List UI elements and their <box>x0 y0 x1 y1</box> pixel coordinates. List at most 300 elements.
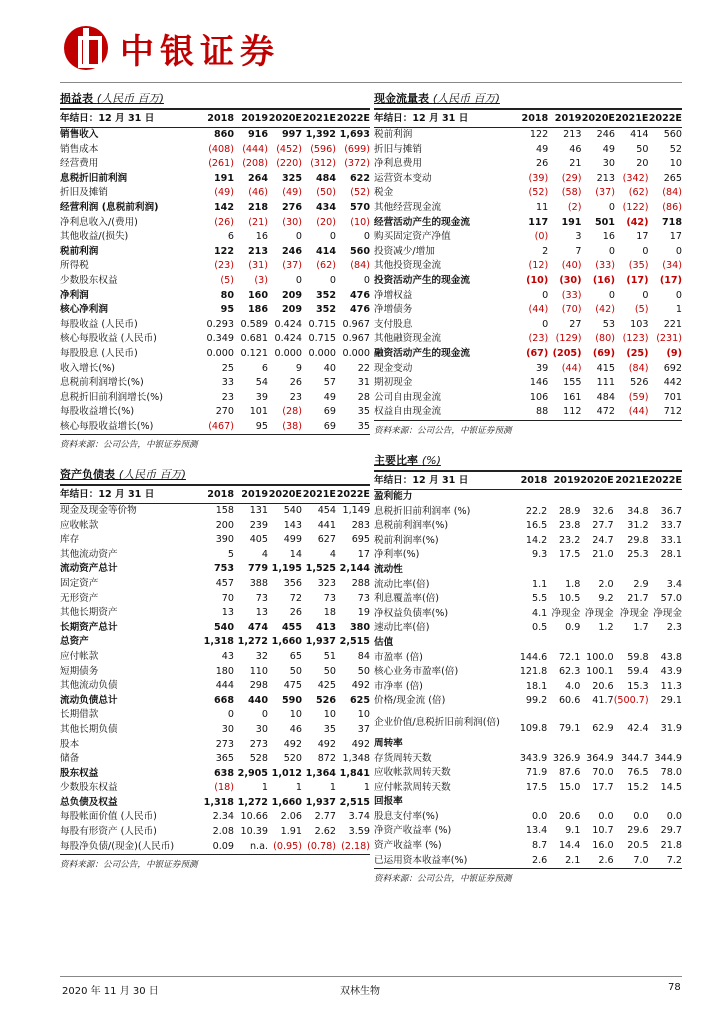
table-bottom-rule <box>374 868 682 869</box>
row-value: 0.349 <box>206 333 234 345</box>
source-note: 资料来源：公司公告，中银证券预测 <box>60 860 198 871</box>
row-label: 税前利润 <box>60 245 99 257</box>
row-value: 111 <box>596 377 615 389</box>
row-value: (52) <box>350 187 370 199</box>
row-label: 流动性 <box>374 563 403 575</box>
row-value <box>547 563 580 578</box>
table-row <box>60 781 370 796</box>
row-label: 流动资产总计 <box>60 563 118 575</box>
header-year: 2018 <box>514 472 547 490</box>
row-value: 20.6 <box>558 810 581 822</box>
row-value: 35 <box>323 723 336 735</box>
row-value: 1.2 <box>598 622 614 634</box>
table-row <box>60 548 370 563</box>
row-label: 速动比率(倍) <box>374 622 430 634</box>
row-value: 3.4 <box>666 578 682 590</box>
row-value: 8.7 <box>532 840 548 852</box>
table-row <box>60 562 370 577</box>
row-value: 122 <box>213 245 234 257</box>
row-value: (42) <box>626 216 649 228</box>
row-value: 10.7 <box>592 825 614 837</box>
row-value: 213 <box>596 172 615 184</box>
table-row <box>374 259 682 274</box>
row-value: 78.0 <box>660 767 682 779</box>
row-value: 净现金 <box>653 607 682 619</box>
row-value: 15.2 <box>627 781 649 793</box>
row-value: (70) <box>561 304 582 316</box>
row-value <box>649 795 682 810</box>
row-value: 50 <box>289 665 302 677</box>
row-value: 32 <box>255 650 268 662</box>
row-value: 1 <box>675 304 682 316</box>
row-value <box>580 563 613 578</box>
table-bottom-rule <box>60 434 370 435</box>
row-value: 46 <box>289 723 302 735</box>
row-value: 570 <box>349 201 370 213</box>
row-value: 59.8 <box>627 651 649 663</box>
row-value <box>514 795 547 810</box>
row-value: 10.39 <box>240 826 268 838</box>
row-value <box>580 490 613 505</box>
header-year: 2022E <box>649 472 682 490</box>
data-table <box>374 472 682 868</box>
row-value: (26) <box>214 216 234 228</box>
row-value: 36.7 <box>660 505 682 517</box>
row-value: 343.9 <box>519 752 548 764</box>
row-label: 每股有形资产 (人民币) <box>60 826 157 838</box>
row-value: 28 <box>357 391 370 403</box>
row-value: (84) <box>350 260 370 272</box>
table-row <box>374 810 682 825</box>
row-value: 10.5 <box>558 593 581 605</box>
row-value: 4 <box>261 548 268 560</box>
table-row <box>60 405 370 420</box>
row-value: 455 <box>281 621 302 633</box>
row-value: 6 <box>261 362 268 374</box>
row-value: 26 <box>289 377 302 389</box>
row-value: 1,272 <box>237 796 268 808</box>
row-value: 695 <box>351 534 370 546</box>
row-value: 65 <box>289 650 302 662</box>
header-label: 年结日：12 月 31 日 <box>374 472 514 490</box>
table-row <box>60 519 370 534</box>
row-value <box>649 636 682 651</box>
row-value: (5) <box>634 304 649 316</box>
table-row <box>374 839 682 854</box>
row-value <box>580 795 613 810</box>
row-label: 市盈率 (倍) <box>374 651 423 663</box>
table-row <box>60 391 370 406</box>
row-value: 638 <box>213 767 234 779</box>
row-value: (46) <box>248 187 268 199</box>
row-value: 71.9 <box>525 767 548 779</box>
table-row <box>60 157 370 172</box>
row-value: 14.2 <box>525 534 548 546</box>
table-row <box>374 548 682 563</box>
table-row <box>374 766 682 781</box>
row-value: 29.7 <box>660 825 682 837</box>
row-value: 2.34 <box>212 811 234 823</box>
table-row <box>60 143 370 158</box>
row-label: 公司自由现金流 <box>374 391 442 403</box>
row-value: 29.8 <box>627 534 649 546</box>
row-value: 158 <box>215 505 234 516</box>
table-row <box>374 362 682 377</box>
row-label: 应付帐款 <box>60 650 99 662</box>
row-value: 27 <box>569 318 582 330</box>
table-unit: (%) <box>421 454 441 467</box>
row-value: (21) <box>248 216 268 228</box>
row-value: 0.5 <box>532 622 548 634</box>
row-value: 0.9 <box>565 622 581 634</box>
row-value: 209 <box>281 289 302 301</box>
header-year: 2019 <box>234 110 268 128</box>
row-value: 0 <box>608 289 615 301</box>
table-row <box>374 563 682 578</box>
row-value: 2.08 <box>212 826 234 838</box>
row-label: 税金 <box>374 187 394 199</box>
row-label: 投资活动产生的现金流 <box>374 274 470 286</box>
row-value: 69 <box>323 406 336 418</box>
row-value: 718 <box>661 216 682 228</box>
row-value: 0.293 <box>206 318 234 330</box>
row-value: 380 <box>349 621 370 633</box>
row-value: 627 <box>317 534 336 546</box>
row-value: 39 <box>255 391 268 403</box>
table-row <box>60 606 370 621</box>
row-value: 414 <box>315 245 336 257</box>
row-value: 100.1 <box>586 666 614 678</box>
row-value: (40) <box>561 260 582 272</box>
row-label: 运营资本变动 <box>374 172 432 184</box>
row-value: 121.8 <box>519 666 548 678</box>
data-table <box>60 110 370 434</box>
header-year: 2018 <box>200 110 234 128</box>
row-label: 应付帐款周转天数 <box>374 781 451 793</box>
row-value: 净现金 <box>551 607 581 619</box>
row-value: (34) <box>662 260 682 272</box>
row-label: 长期借款 <box>60 709 99 721</box>
row-value: 95 <box>255 420 268 432</box>
row-value: 35 <box>357 420 370 432</box>
row-value: 1.7 <box>633 622 649 634</box>
row-value: 246 <box>596 129 615 140</box>
table-row <box>60 708 370 723</box>
row-value: 146 <box>529 377 549 389</box>
row-label: 其他流动资产 <box>60 548 118 560</box>
table-row <box>374 781 682 796</box>
table-row <box>60 738 370 753</box>
row-value: 31.2 <box>627 520 649 532</box>
table-row <box>60 303 370 318</box>
table-row <box>374 709 682 737</box>
row-label: 息税折旧前利润率 (%) <box>374 505 471 517</box>
row-value: 52 <box>669 143 682 155</box>
row-value: 76.5 <box>627 767 649 779</box>
row-label: 销售成本 <box>60 143 99 155</box>
row-value: 50 <box>636 143 649 155</box>
table-row <box>374 230 682 245</box>
row-value: (67) <box>526 347 549 359</box>
row-value: 218 <box>247 201 268 213</box>
row-value: 492 <box>317 738 336 750</box>
row-value: 442 <box>663 377 682 389</box>
row-label: 企业价值/息税折旧前利润(倍) <box>374 716 500 728</box>
table-row <box>60 694 370 709</box>
row-value: (129) <box>555 333 582 345</box>
row-value: 161 <box>563 391 582 403</box>
row-value: 540 <box>283 505 302 516</box>
row-value: 33 <box>221 377 234 389</box>
row-value <box>614 737 649 752</box>
row-label: 经营利润 (息税前利润) <box>60 201 159 213</box>
row-value <box>514 563 547 578</box>
row-value: 475 <box>283 680 302 692</box>
table-row <box>374 186 682 201</box>
row-value <box>614 563 649 578</box>
row-value: (25) <box>626 347 649 359</box>
row-value: 0.000 <box>274 347 302 359</box>
row-value: 344.7 <box>621 752 649 764</box>
row-value: 51 <box>323 650 336 662</box>
row-value: 323 <box>317 577 336 589</box>
table-row <box>60 318 370 333</box>
row-value: 997 <box>281 129 302 140</box>
row-value: 1 <box>295 782 302 794</box>
row-label: 销售收入 <box>60 129 99 140</box>
row-value: 42.4 <box>627 723 649 735</box>
row-value: 10 <box>323 709 336 721</box>
row-value: 860 <box>213 129 234 140</box>
row-value: 0 <box>675 245 682 257</box>
row-value: 14.4 <box>558 840 581 852</box>
row-label: 净利润 <box>60 289 89 301</box>
table-row <box>374 636 682 651</box>
row-label: 库存 <box>60 534 80 546</box>
row-value: 73 <box>323 592 336 604</box>
row-value: 31.9 <box>660 723 682 735</box>
table-unit: (人民币 百万) <box>432 92 500 105</box>
row-value: 0.000 <box>206 347 234 359</box>
row-label: 息税折旧前利润增长(%) <box>60 391 163 403</box>
table-row <box>60 723 370 738</box>
row-value: 112 <box>563 406 582 418</box>
row-label: 税前利润 <box>374 129 413 140</box>
table-row <box>60 259 370 274</box>
table-row <box>374 172 682 187</box>
row-label: 现金及现金等价物 <box>60 505 137 516</box>
row-value: 779 <box>247 563 268 575</box>
row-value: (62) <box>628 187 649 199</box>
row-value <box>649 563 682 578</box>
row-value: 46 <box>569 143 582 155</box>
row-label: 折旧与摊销 <box>374 143 422 155</box>
row-value: 2.77 <box>314 811 336 823</box>
row-value: (31) <box>248 260 268 272</box>
row-value: (205) <box>552 347 582 359</box>
row-value: 298 <box>249 680 268 692</box>
row-value: 2,515 <box>339 796 370 808</box>
table-row <box>374 607 682 622</box>
row-value: (58) <box>561 187 582 199</box>
row-value: (44) <box>528 304 549 316</box>
row-value: 1,525 <box>305 563 336 575</box>
table-title-text: 现金流量表 <box>374 92 429 105</box>
table-row <box>60 128 370 143</box>
table-unit: (人民币 百万) <box>96 92 164 105</box>
row-value: (50) <box>316 187 336 199</box>
row-value: 72.1 <box>558 651 581 663</box>
row-label: 期初现金 <box>374 377 413 389</box>
row-label: 回报率 <box>374 796 403 808</box>
row-value: 15.3 <box>627 680 649 692</box>
row-value: 0.424 <box>274 333 302 345</box>
row-value: 22 <box>357 362 370 374</box>
row-value: 753 <box>213 563 234 575</box>
row-label: 少数股东权益 <box>60 782 118 794</box>
row-value: (18) <box>214 782 234 794</box>
table-row <box>60 767 370 782</box>
row-label: 核心业务市盈率(倍) <box>374 666 459 678</box>
header-year: 2019 <box>548 110 581 128</box>
row-value: 57.0 <box>660 593 682 605</box>
row-value: 69 <box>323 420 336 432</box>
row-value: 23 <box>221 391 234 403</box>
row-value: (17) <box>626 274 649 286</box>
row-value: 701 <box>663 391 682 403</box>
row-value: (0) <box>534 231 549 243</box>
row-value: 32.6 <box>592 505 614 517</box>
row-label: 折旧及摊销 <box>60 187 108 199</box>
row-value: 7.0 <box>633 854 649 866</box>
table-row <box>60 810 370 825</box>
table-row <box>374 534 682 549</box>
row-value: (123) <box>622 333 649 345</box>
table-row <box>60 533 370 548</box>
row-label: 盈利能力 <box>374 491 413 502</box>
row-value: 0 <box>642 245 649 257</box>
row-value: 30 <box>255 723 268 735</box>
row-label: 无形资产 <box>60 592 99 604</box>
footer-divider <box>60 976 682 977</box>
table-title <box>60 466 370 484</box>
row-value: 43.8 <box>660 651 682 663</box>
row-value: 0.000 <box>342 347 370 359</box>
table-row <box>60 245 370 260</box>
row-value: 0 <box>329 274 336 286</box>
row-value: 88 <box>536 406 549 418</box>
row-value: 2.06 <box>280 811 302 823</box>
row-label: 核心每股收益增长(%) <box>60 420 154 432</box>
row-value: 1,012 <box>271 767 302 779</box>
row-label: 收入增长(%) <box>60 362 115 374</box>
row-value: (444) <box>242 143 268 155</box>
row-value: 14 <box>289 548 302 560</box>
table-row <box>60 289 370 304</box>
data-table <box>374 110 682 420</box>
table-row <box>374 651 682 666</box>
header-year: 2021E <box>615 110 649 128</box>
row-label: 投资减少/增加 <box>374 245 435 257</box>
row-value: (84) <box>628 362 649 374</box>
data-table <box>60 486 370 854</box>
row-value <box>649 490 682 505</box>
row-label: 股东权益 <box>60 767 99 779</box>
row-value: (231) <box>656 333 682 345</box>
row-label: 息税折旧前利润 <box>60 172 128 184</box>
row-value: 5 <box>227 548 234 560</box>
row-value: 33.1 <box>660 534 682 546</box>
row-value: 72 <box>289 592 302 604</box>
row-value: 155 <box>563 377 582 389</box>
row-value: (84) <box>662 187 682 199</box>
row-label: 每股净负债/(现金)(人民币) <box>60 840 175 852</box>
row-value: (33) <box>561 289 582 301</box>
row-value: 1,149 <box>342 505 370 516</box>
row-value: 441 <box>317 519 336 531</box>
row-value: 28.1 <box>660 549 682 561</box>
row-value: (5) <box>220 274 234 286</box>
table-row <box>374 505 682 520</box>
key-ratios-table <box>374 452 682 884</box>
row-value: 57 <box>323 377 336 389</box>
row-value: 414 <box>630 129 649 140</box>
header-label: 年结日：12 月 31 日 <box>60 486 200 504</box>
row-value: (10) <box>350 216 370 228</box>
table-row <box>60 332 370 347</box>
header-divider <box>60 82 682 83</box>
row-value: 11 <box>536 201 549 213</box>
table-row <box>60 796 370 811</box>
row-value: 492 <box>351 738 370 750</box>
table-header-row <box>60 486 370 504</box>
row-value: 200 <box>215 519 234 531</box>
row-value: 1,272 <box>237 636 268 648</box>
row-value: (372) <box>344 158 370 170</box>
table-row <box>60 577 370 592</box>
row-value: (9) <box>666 347 682 359</box>
row-label: 净利率(%) <box>374 549 420 561</box>
row-value: 9 <box>295 362 302 374</box>
row-value: (38) <box>282 420 302 432</box>
row-value: 1,195 <box>271 563 302 575</box>
row-value: 23.2 <box>558 534 581 546</box>
table-row <box>60 362 370 377</box>
row-value: 0.0 <box>666 810 682 822</box>
table-row <box>60 347 370 362</box>
row-label: 利息覆盖率(倍) <box>374 593 440 605</box>
row-value: 1,660 <box>271 796 302 808</box>
row-value: 95 <box>220 304 234 316</box>
row-value: 1.1 <box>532 578 548 590</box>
row-value: 0 <box>675 289 682 301</box>
row-label: 核心净利润 <box>60 304 108 316</box>
row-value: 405 <box>249 534 268 546</box>
row-value: (0.78) <box>307 840 336 852</box>
row-label: 已运用资本收益率(%) <box>374 854 468 866</box>
row-value: (86) <box>662 201 682 213</box>
row-label: 应收帐款 <box>60 519 99 531</box>
header-year: 2019 <box>547 472 580 490</box>
row-label: 税前利润率(%) <box>374 534 439 546</box>
row-value: 4.1 <box>532 607 548 619</box>
row-value: (35) <box>628 260 649 272</box>
row-value: 0 <box>542 289 549 301</box>
row-label: 支付股息 <box>374 318 413 330</box>
row-value: 21.8 <box>660 840 682 852</box>
row-value: 23.8 <box>558 520 581 532</box>
row-value: 27.7 <box>592 520 614 532</box>
